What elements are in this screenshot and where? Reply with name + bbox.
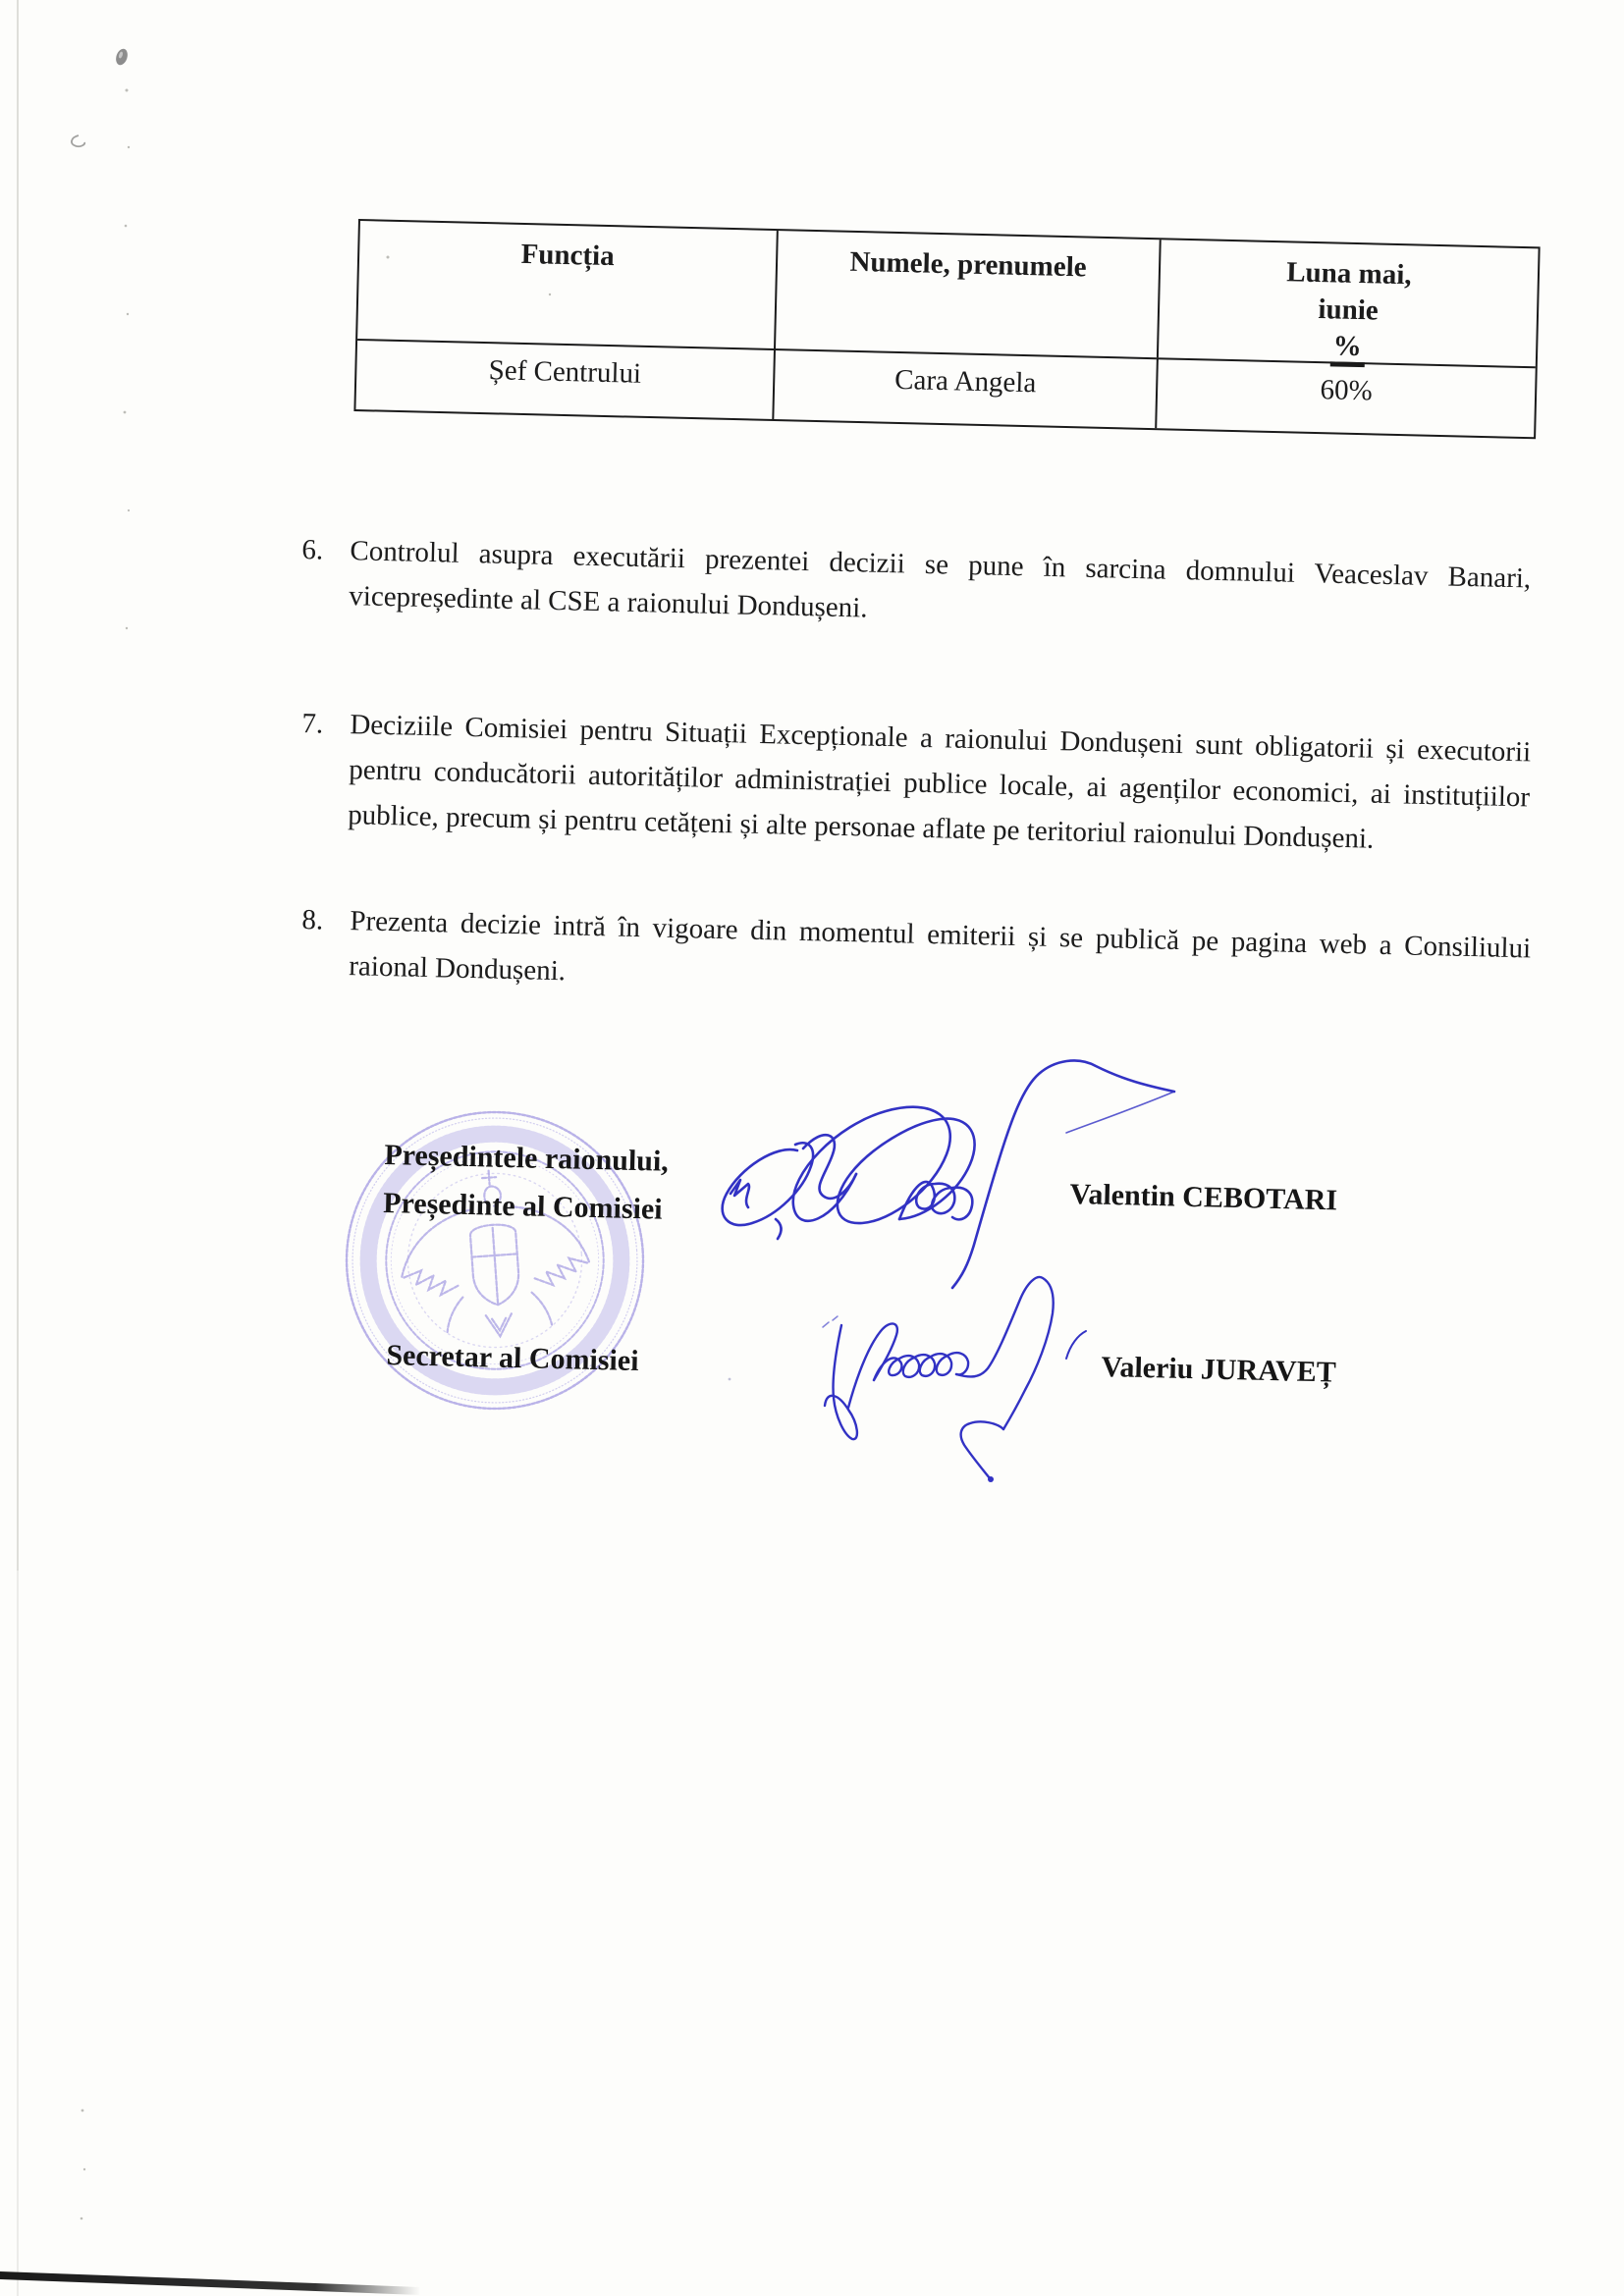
table-header-nume: Numele, prenumele <box>774 231 1160 357</box>
table-cell-functia: Șef Centrului <box>355 339 774 419</box>
paragraph-7-text: Deciziile Comisiei pentru Situații Excepționale a raionului Dondușeni sunt obligatorii și executorii pentru conducătorii autorităților administrației publice locale, ai agenților economici, ai instituțiilor publice, precum și pentru cetățeni și alte personae aflate pe teritoriul raionului Dondușeni. <box>347 709 1532 855</box>
percent-symbol: % <box>1329 331 1365 367</box>
table-cell-procent: 60% <box>1155 357 1536 437</box>
secretary-signature <box>729 1277 1086 1482</box>
president-signature <box>723 1060 1174 1288</box>
paragraph-8 <box>300 897 1532 1016</box>
table-header-functia: Funcția <box>520 238 616 273</box>
paragraph-7 <box>299 701 1532 865</box>
paragraph-6-number: 6. <box>301 533 324 566</box>
table-header-luna-line2: iunie <box>1318 294 1380 327</box>
paragraph-6-text: Controlul asupra executării prezentei decizii se pune în sarcina domnului Veaceslav Banari, vicepreședinte al CSE a raionului Dondușeni. <box>348 535 1532 624</box>
president-title <box>383 1131 670 1234</box>
table-header-luna-line1: Luna mai, <box>1285 256 1412 292</box>
paragraph-8-number: 8. <box>301 903 324 936</box>
paragraph-8-text: Prezenta decizie intră în vigoare din momentul emiterii și se publică pe pagina web a Consiliului raional Dondușeni. <box>348 905 1532 988</box>
paragraph-7-number: 7. <box>301 707 324 740</box>
secretary-name: Valeriu JURAVEȚ <box>1101 1350 1337 1389</box>
table-cell-nume: Cara Angela <box>772 348 1157 428</box>
table-header-luna <box>1157 240 1539 366</box>
secretary-title: Secretar al Comisiei <box>386 1338 639 1378</box>
allowance-table <box>353 219 1540 439</box>
president-name: Valentin CEBOTARI <box>1069 1177 1338 1217</box>
paragraph-6 <box>300 527 1532 646</box>
president-title-line2: Președinte al Comisiei <box>382 1186 663 1226</box>
president-title-line1: Președintele raionului, <box>384 1138 670 1178</box>
